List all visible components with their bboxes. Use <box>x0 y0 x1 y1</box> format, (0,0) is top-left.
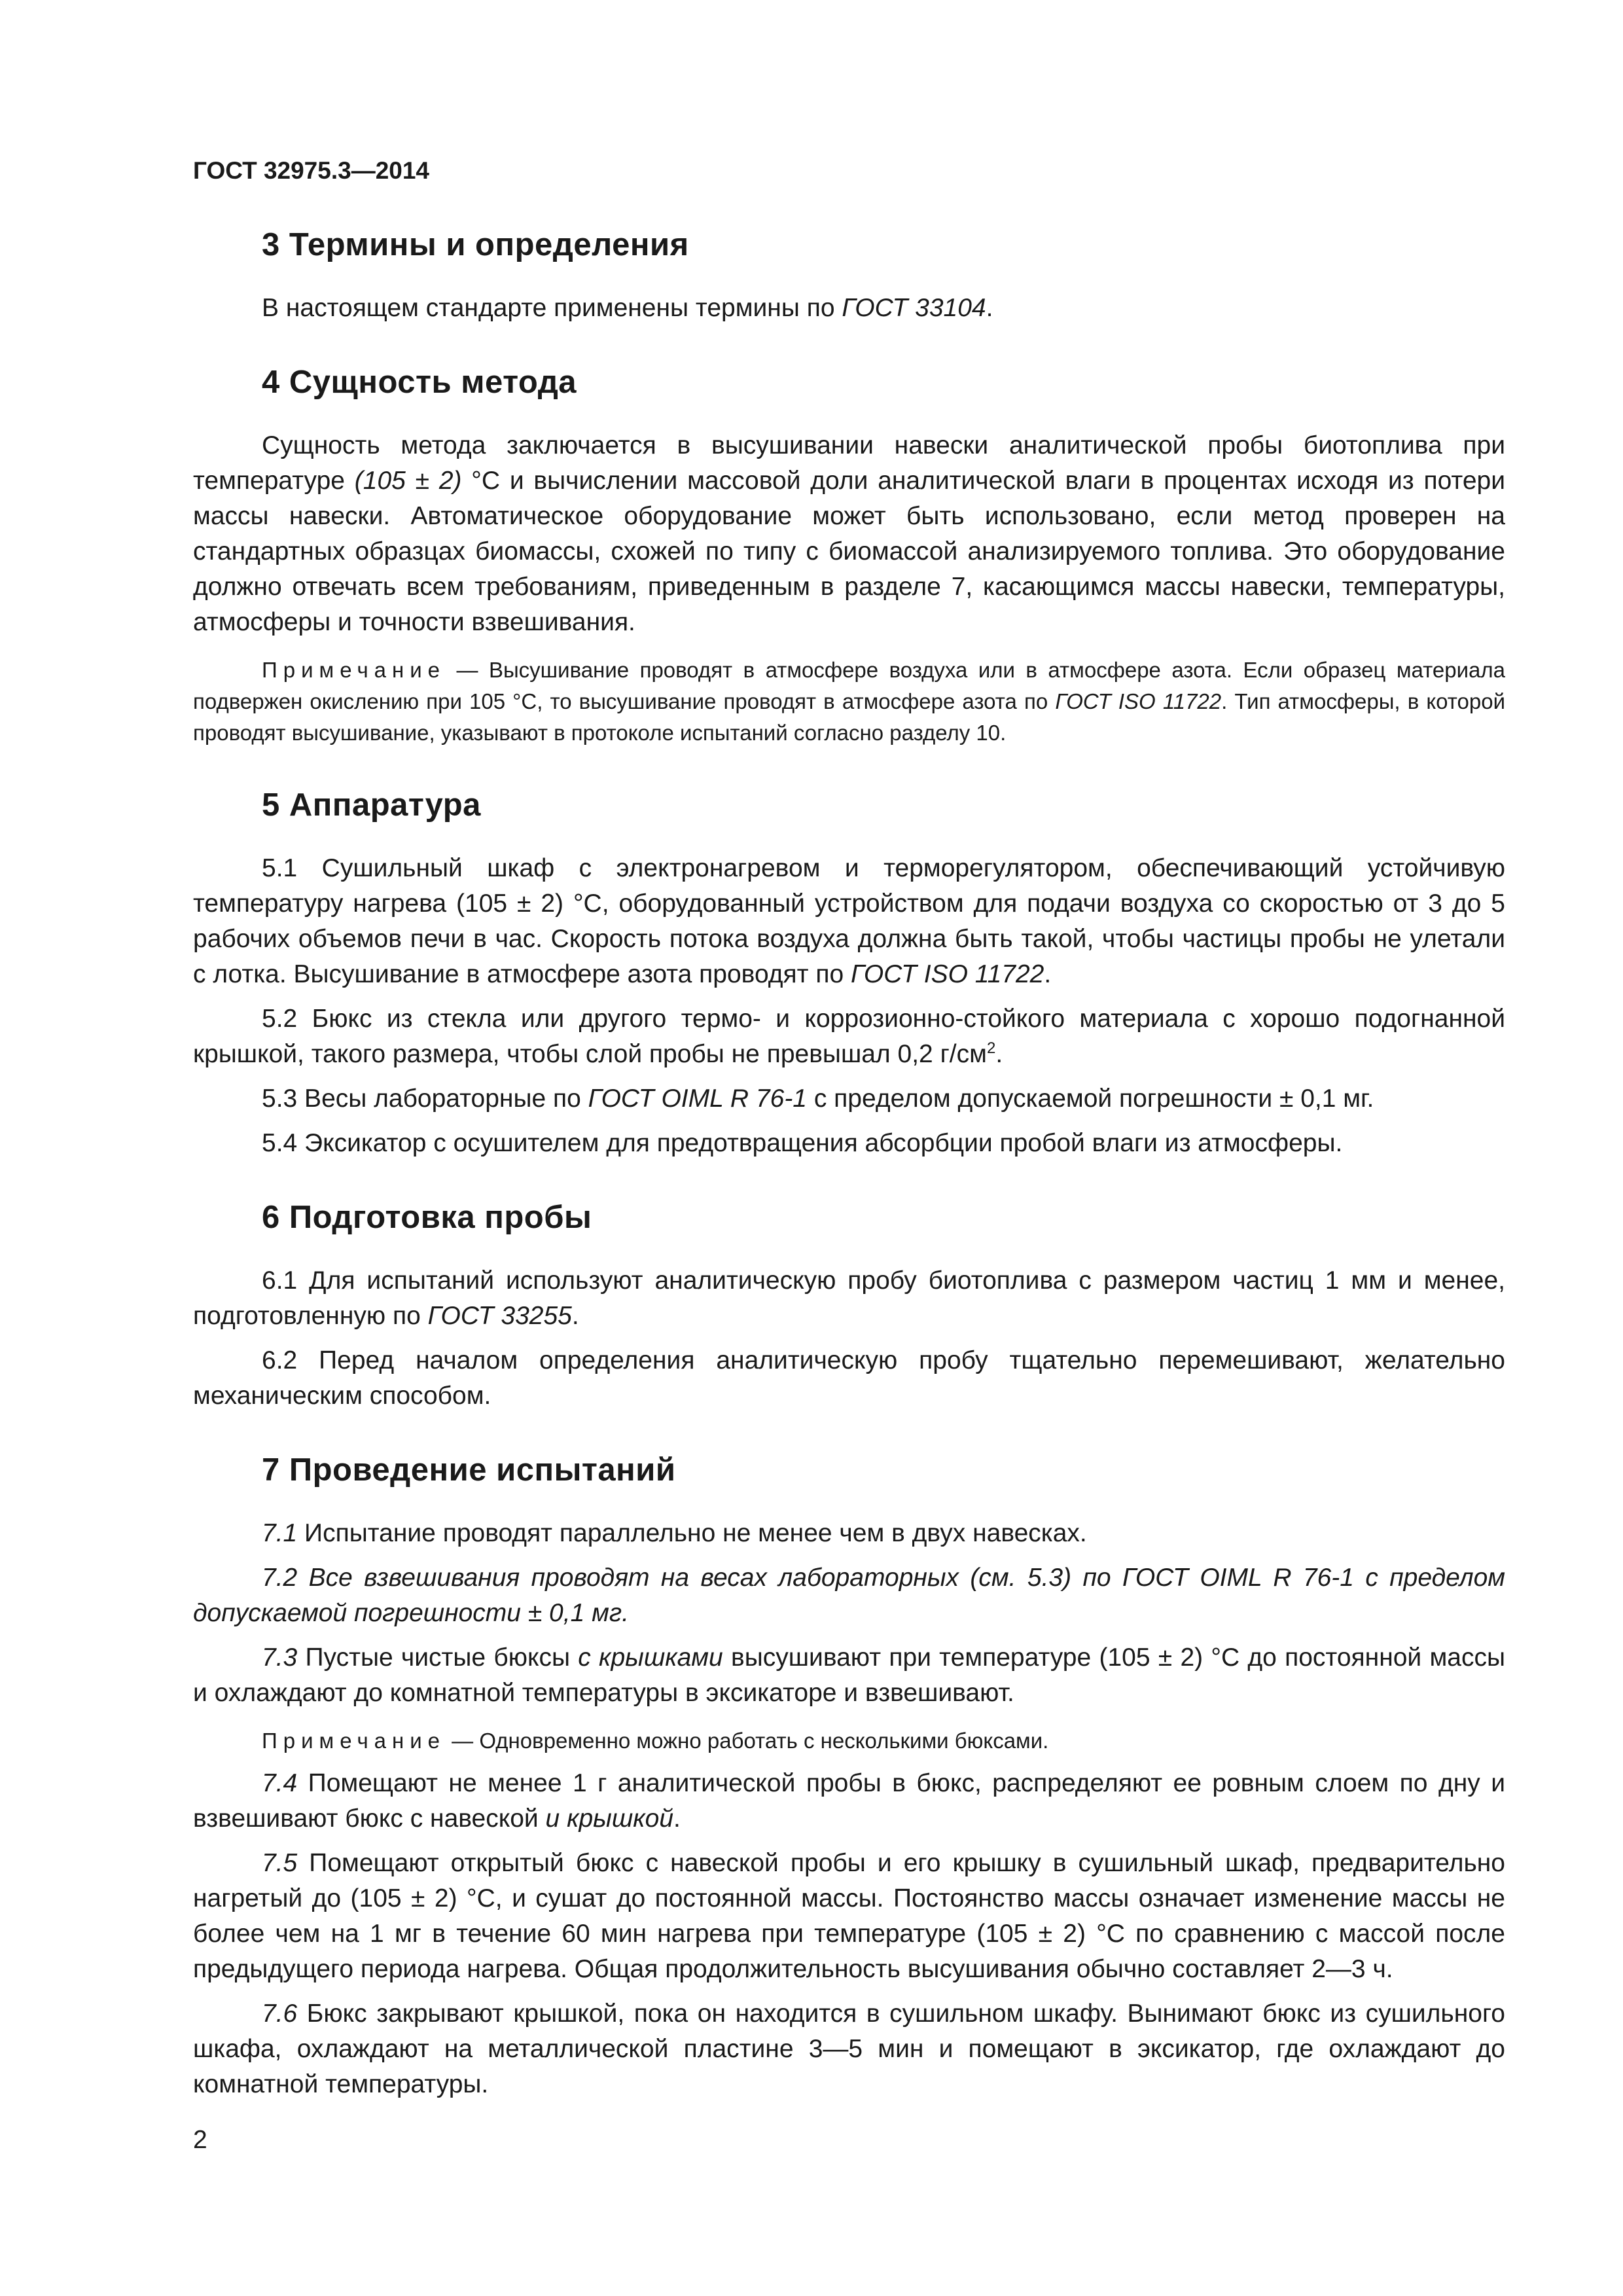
clause-5-2-end: . <box>995 1040 1003 1068</box>
clause-7-5-text: Помещают открытый бюкс с навеской пробы и его крышку в сушильный шкаф, предварительно нагретый до (105 ± 2) °С, и сушат до постоянной массы. Постоянство массы означает изменение массы не более чем на 1 мг в течение 60 мин нагрева при температуре (105 ± 2) °С по сравнению с массой после предыдущего периода нагрева. Общая продолжительность высушивания обычно составляет 2—3 ч. <box>193 1849 1505 1983</box>
clause-5-2-text: 5.2 Бюкс из стекла или другого термо- и коррозионно-стойкого материала с хорошо подогнанной крышкой, такого размера, чтобы слой пробы не превышал 0,2 г/см <box>193 1005 1505 1068</box>
clause-7-1 <box>193 1516 1505 1551</box>
page-number: 2 <box>193 2126 207 2154</box>
clause-5-1-end: . <box>1044 960 1052 988</box>
clause-7-5 <box>193 1846 1505 1987</box>
section-4-text-b: °С и вычислении массовой доли аналитической влаги в процентах исходя из потери массы навески. Автоматическое оборудование может быть использовано, если метод проверен на стандартных образцах биомассы, схожей по типу с биомассой анализируемого топлива. Это оборудование должно отвечать всем требованиям, приведенным в разделе 7, касающимся массы навески, температуры, атмосферы и точности взвешивания. <box>193 467 1506 636</box>
clause-7-2: 7.2 Все взвешивания проводят на весах лабораторных (см. 5.3) по ГОСТ OIML R 76-1 с пределом допускаемой погрешности ± 0,1 мг. <box>193 1564 1505 1627</box>
clause-5-4: 5.4 Эксикатор с осушителем для предотвращения абсорбции пробой влаги из атмосферы. <box>262 1129 1343 1157</box>
clause-7-1-number: 7.1 <box>262 1519 298 1547</box>
section-3-title: 3 Термины и определения <box>262 227 689 262</box>
clause-5-1-reference: ГОСТ ISO 11722 <box>851 960 1044 988</box>
section-3-end: . <box>986 294 993 322</box>
note-label: Примечание <box>262 658 446 682</box>
section-3-paragraph <box>193 291 1505 326</box>
clause-5-2-superscript: 2 <box>986 1039 996 1057</box>
clause-7-4-number: 7.4 <box>262 1769 298 1797</box>
clause-7-4-italic: и крышкой <box>545 1804 674 1833</box>
section-7-note-text: — Одновременно можно работать с несколькими бюксами. <box>446 1729 1049 1753</box>
document-page <box>193 157 1505 2102</box>
clause-5-2 <box>193 1001 1505 1072</box>
clause-7-4-text: Помещают не менее 1 г аналитической пробы в бюкс, распределяют ее ровным слоем по дну и взвешивают бюкс с навеской <box>193 1769 1505 1833</box>
section-4-note <box>193 655 1505 749</box>
clause-5-3-text-b: с пределом допускаемой погрешности ± 0,1 мг. <box>807 1085 1374 1113</box>
section-4-temperature: (105 ± 2) <box>354 467 462 495</box>
section-4-note-text-b: . Тип атмосферы, в которой проводят высушивание, указывают в протоколе испытаний согласно разделу 10. <box>193 689 1506 745</box>
clause-7-4 <box>193 1766 1505 1837</box>
clause-6-1 <box>193 1263 1505 1334</box>
clause-5-1-text: 5.1 Сушильный шкаф с электронагревом и терморегулятором, обеспечивающий устойчивую температуру нагрева (105 ± 2) °С, оборудованный устройством для подачи воздуха со скоростью от 3 до 5 рабочих объемов печи в час. Скорость потока воздуха должна быть такой, чтобы частицы пробы не улетали с лотка. Высушивание в атмосфере азота проводят по <box>193 854 1505 988</box>
section-4-paragraph <box>193 428 1505 640</box>
clause-5-1 <box>193 851 1505 992</box>
note-label: Примечание <box>262 1729 446 1753</box>
document-header: ГОСТ 32975.3—2014 <box>193 157 430 184</box>
section-7-note <box>193 1725 1505 1757</box>
section-5-title: 5 Аппаратура <box>262 787 481 823</box>
clause-5-3-reference: ГОСТ OIML R 76-1 <box>588 1085 807 1113</box>
section-3-text: В настоящем стандарте применены термины по <box>262 294 842 322</box>
clause-7-6 <box>193 1996 1505 2102</box>
clause-5-3 <box>193 1081 1505 1117</box>
clause-5-3-text-a: 5.3 Весы лабораторные по <box>262 1085 588 1113</box>
section-4-note-reference: ГОСТ ISO 11722 <box>1055 689 1222 713</box>
clause-6-1-reference: ГОСТ 33255 <box>427 1302 572 1330</box>
clause-7-3-number: 7.3 <box>262 1643 298 1672</box>
clause-7-3-text-b: высушивают при температуре (105 ± 2) °С до постоянной массы и охлаждают до комнатной температуры в эксикаторе и взвешивают. <box>193 1643 1506 1707</box>
clause-6-2: 6.2 Перед началом определения аналитическую пробу тщательно перемешивают, желательно механическим способом. <box>193 1346 1505 1410</box>
section-6-title: 6 Подготовка пробы <box>262 1200 592 1235</box>
clause-7-3-italic: с крышками <box>578 1643 723 1672</box>
clause-7-6-number: 7.6 <box>262 2000 298 2028</box>
clause-7-5-number: 7.5 <box>262 1849 298 1877</box>
clause-7-3-text-a: Пустые чистые бюксы <box>297 1643 579 1672</box>
clause-6-1-text: 6.1 Для испытаний используют аналитическую пробу биотоплива с размером частиц 1 мм и менее, подготовленную по <box>193 1266 1505 1330</box>
clause-7-1-text: Испытание проводят параллельно не менее чем в двух навесках. <box>297 1519 1087 1547</box>
clause-7-6-text: Бюкс закрывают крышкой, пока он находится в сушильном шкафу. Вынимают бюкс из сушильного шкафа, охлаждают на металлической пластине 3—5 мин и помещают в эксикатор, где охлаждают до комнатной температуры. <box>193 2000 1505 2098</box>
section-4-text-a: Сущность метода заключается в высушивании навески аналитической пробы биотоплива при температуре <box>193 431 1505 495</box>
clause-7-4-end: . <box>673 1804 681 1833</box>
section-3-reference: ГОСТ 33104 <box>842 294 986 322</box>
section-4-title: 4 Сущность метода <box>262 365 577 400</box>
section-4-note-text-a: — Высушивание проводят в атмосфере воздуха или в атмосфере азота. Если образец материала подвержен окислению при 105 °С, то высушивание проводят в атмосфере азота по <box>193 658 1505 713</box>
clause-7-3 <box>193 1640 1505 1711</box>
section-7-title: 7 Проведение испытаний <box>262 1452 676 1488</box>
clause-6-1-end: . <box>571 1302 579 1330</box>
